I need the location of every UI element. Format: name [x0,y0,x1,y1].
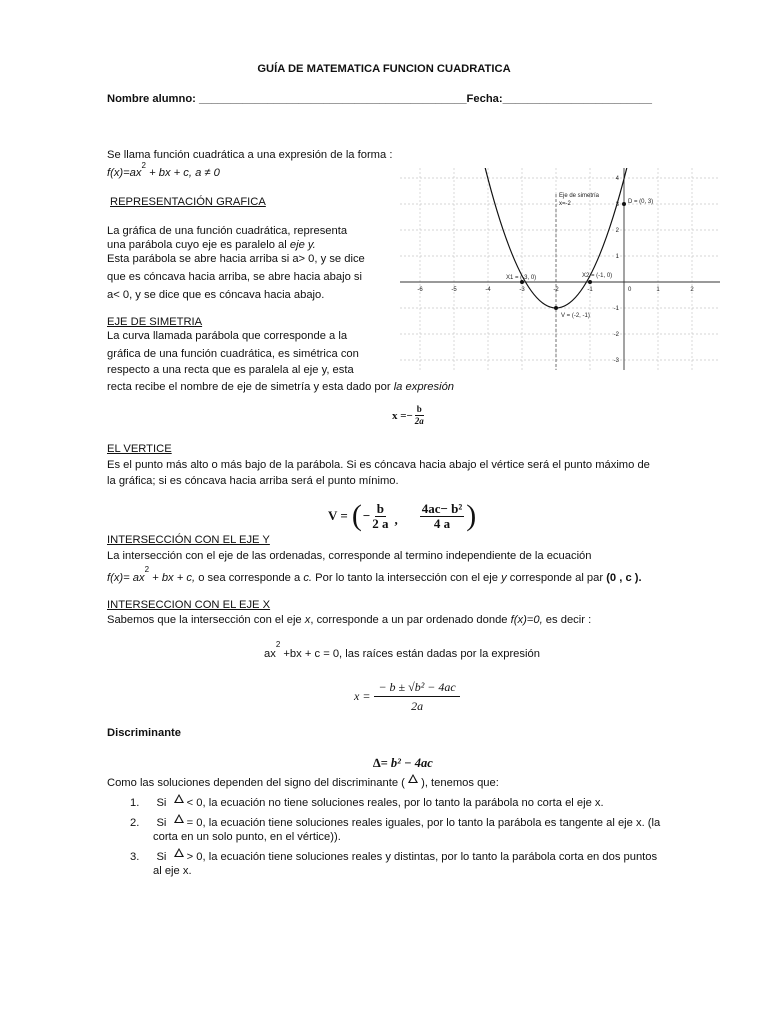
intersect-y-f-b: + bx + c, [149,572,196,584]
vertex-fraction-2 [420,502,465,531]
vertex-formula-neg: − [362,508,371,523]
graph-text-line-5: a< 0, y se dice que es cóncava hacia abajo. [107,289,325,301]
vertex-fraction-1-num: b [376,500,384,516]
discriminant-intro-b: ), tenemos que: [418,777,499,789]
delta-triangle-icon [174,814,184,823]
graph-text-line-1: La gráfica de una función cuadrática, representa [107,225,348,237]
vertex-formula-v: V = [328,508,348,523]
quadratic-formula-roots [354,678,460,715]
x-tick-label: -2 [553,287,559,293]
x-tick-label: -5 [451,287,457,293]
y-tick-label: 3 [615,202,619,208]
y-tick-label: -3 [613,358,619,364]
item-si: Si [156,851,167,863]
delta-triangle-icon [174,794,184,803]
vertex-line-2: la gráfica; si es cóncava hacia arriba será el punto mínimo. [107,475,399,487]
graph-text-line-4: que es cóncava hacia arriba, se abre hacia abajo si [107,271,362,283]
item-text: < 0, la ecuación no tiene soluciones reales, por lo tanto la parábola no corta el eje x. [183,797,604,809]
intersect-y-heading: INTERSECCIÓN CON EL EJE Y [107,534,270,546]
symmetry-line-2: gráfica de una función cuadrática, es simétrica con [107,348,359,360]
discriminant-intro-a: Como las soluciones dependen del signo del discriminante ( [107,777,405,789]
intro-text: Se llama función cuadrática a una expresión de la forma : [107,149,393,161]
y-tick-label: 2 [615,228,619,234]
symmetry-axis-equation: x=-2 [559,201,571,207]
intersect-x-text-b: , corresponde a un par ordenado donde [310,614,511,626]
discriminant-intro [107,776,499,790]
discriminant-formula: ∆= b² − 4ac [373,756,433,770]
intersect-x-text-a: Sabemos que la intersección con el eje [107,614,305,626]
document-title: GUÍA DE MATEMATICA FUNCION CUADRATICA [257,63,511,75]
quadratic-formula [107,161,220,181]
symmetry-heading: EJE DE SIMETRIA [107,316,203,328]
symmetry-line-1: La curva llamada parábola que corresponde a la [107,330,348,342]
graph-text-line-2 [107,238,316,252]
item-number: 2. [130,817,140,829]
point-d-label: D = (0, 3) [628,199,654,205]
vertex-label: V = (-2, -1) [561,313,590,319]
item-number: 3. [130,851,140,863]
item-text: > 0, la ecuación tiene soluciones reales y distintas, por lo tanto la parábola corta en dos puntos [183,851,658,863]
quadratic-roots-num: − b ± √b² − 4ac [374,678,459,697]
student-name-line: Nombre alumno: ___________________________________________Fecha:________________________ [107,93,652,105]
intersect-y-line-1: La intersección con el eje de las ordenadas, corresponde al termino independiente de la ecuación [107,550,592,562]
intersect-x-heading: INTERSECCION CON EL EJE X [107,599,271,611]
quadratic-roots-x: x = [354,689,371,703]
intersect-y-end-text: Por lo tanto la intersección con el eje [312,572,502,584]
discriminant-item-2-cont: corta en un solo punto, en el vértice)). [153,831,341,843]
symmetry-formula-x: x =− [392,409,413,422]
intersect-x-text-c: es decir : [542,614,592,626]
quadratic-formula-b: + bx + c, a ≠ 0 [145,167,220,179]
intersect-x-equation [264,640,540,662]
vertex-formula-right-paren: ) [466,499,477,532]
discriminant-item-1 [130,796,604,810]
quadratic-roots-den: 2a [411,699,424,713]
quadratic-formula-exponent: 2 [141,161,146,170]
symmetry-fraction-den: 2a [414,416,424,426]
vertex-fraction-1 [370,502,390,531]
x-tick-label: -3 [519,287,525,293]
y-tick-label: 4 [615,176,619,182]
vertex-formula-left-paren: ( [351,499,362,532]
x-tick-label: -1 [587,287,593,293]
symmetry-fraction [413,404,426,427]
eje-y-italic: eje y. [289,239,316,251]
vertex-line-1: Es el punto más alto o más bajo de la parábola. Si es cóncava hacia abajo el vértice será el punto máximo de [107,459,650,471]
vertex-heading: EL VERTICE [107,443,172,455]
vertex-fraction-2-num: 4ac− b² [421,500,463,516]
vertex-formula [328,499,476,533]
point-x2-marker [588,280,592,284]
discriminant-item-3-cont: al eje x. [153,865,192,877]
symmetry-formula [392,404,426,427]
intersect-x-eq-b: +bx + c = 0, las raíces están dadas por la expresión [280,648,540,660]
vertex-fraction-2-den: 4 a [433,515,451,531]
intersect-y-exponent: 2 [144,565,150,574]
intersect-x-eq-a: ax [264,648,276,660]
intersect-y-pair: (0 , c ). [606,572,642,584]
intersect-y-mid-text: o sea corresponde a [195,572,304,584]
vertex-marker [554,306,558,310]
vertex-fraction-1-den: 2 a [372,515,389,531]
intersect-y-line-2 [107,565,642,586]
quadratic-formula-a: f(x)=ax [107,167,142,179]
item-text: = 0, la ecuación tiene soluciones reales iguales, por lo tanto la parábola es tangente al eje x. (la [183,817,661,829]
intersect-x-eq-exponent: 2 [275,640,281,649]
item-si: Si [156,797,167,809]
symmetry-line-4 [107,380,454,394]
intersect-y-c: c. [303,572,313,584]
quadratic-roots-fraction [374,678,459,715]
delta-triangle-icon [408,774,418,783]
graph-text-line-3: Esta parábola se abre hacia arriba si a> 0, y se dice [107,253,365,265]
item-number: 1. [130,797,140,809]
graph-section-heading: REPRESENTACIÓN GRAFICA [110,196,266,208]
intersect-x-line-1 [107,613,591,627]
point-d-marker [622,202,626,206]
symmetry-expression-label: la expresión [393,381,455,393]
intersect-y-end-text-2: corresponde al par [506,572,607,584]
x-tick-label: 2 [690,287,694,293]
symmetry-line-3: respecto a una recta que es paralela al eje y, esta [107,364,354,376]
parabola-graph [400,168,720,370]
symmetry-fraction-num: b [416,404,422,414]
discriminant-heading: Discriminante [107,727,181,739]
item-si: Si [156,817,167,829]
point-x1-label: X1 = (-3, 0) [506,275,537,281]
intersect-x-x: x [304,614,311,626]
x-tick-label: -6 [417,287,423,293]
graph-text-line-2-a: una parábola cuyo eje es paralelo al [107,239,287,251]
point-x2-label: X2 = (-1, 0) [582,273,613,279]
delta-triangle-icon [174,848,184,857]
intersect-x-f: f(x)=0, [510,614,543,626]
y-tick-label: -1 [613,306,619,312]
x-tick-label: -4 [485,287,491,293]
vertex-formula-comma: , [394,512,398,527]
symmetry-axis-label: Eje de simetría [559,193,600,199]
discriminant-item-2 [130,816,660,830]
y-tick-label: 1 [615,254,619,260]
intersect-y-f-a: f(x)= ax [107,572,145,584]
intersect-y-y: y [501,572,507,584]
symmetry-line-4-text: recta recibe el nombre de eje de simetría y esta dado por [107,381,391,393]
x-tick-label: 1 [656,287,660,293]
y-tick-label: -2 [613,332,619,338]
x-tick-label: 0 [628,287,632,293]
discriminant-item-3 [130,850,657,864]
